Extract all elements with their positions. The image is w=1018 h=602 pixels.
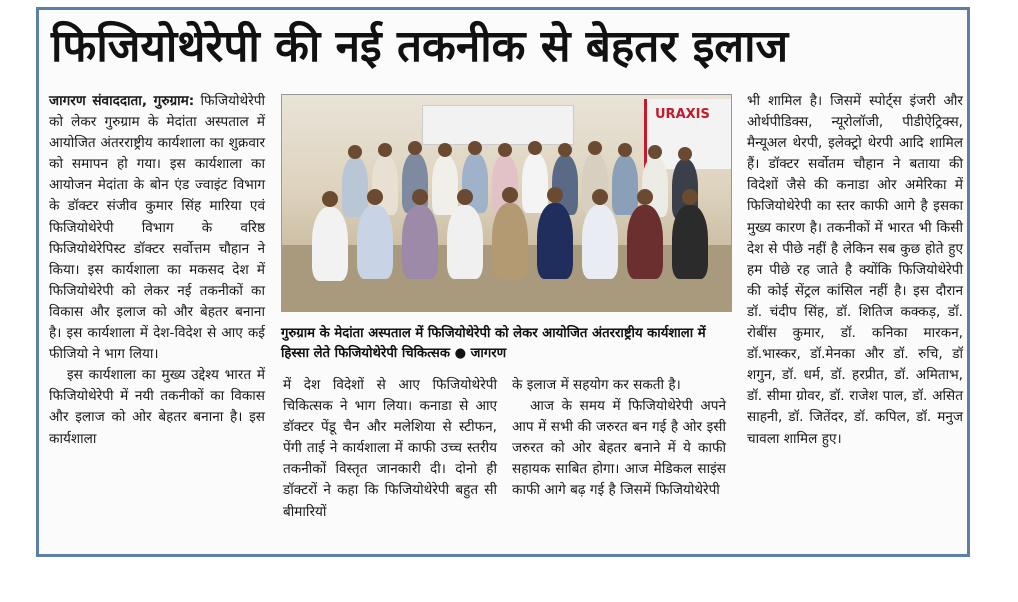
col3-para-1: के इलाज में सहयोग कर सकती है। xyxy=(512,377,681,393)
dateline: जागरण संवाददाता, गुरुग्राम: xyxy=(49,93,195,109)
attendee-head xyxy=(588,141,602,155)
col1-para-2: इस कार्यशाला का मुख्य उद्देश्य भारत में फिजियोथेरेपी में नयी तकनीकों का विकास और इलाज को ओर बेहतर बनाना है। इस कार्यशाला xyxy=(49,367,265,447)
col2-para: में देश विदेशों से आए फिजियोथेरेपी चिकित्सक ने भाग लिया। कनाडा से आए डॉक्टर पेंडू चैन और मलेशिया से स्टीफन, पेंगी ताई ने कार्यशाला में काफी उच्च स्तरीय तकनीकों विस्तृत जानकारी दी। दोनो ही डॉक्टरों ने कहा कि फिजियोथेरेपी बहुत सी बीमारियों xyxy=(283,377,497,520)
attendee-head xyxy=(648,145,662,159)
attendee-head xyxy=(678,147,692,161)
attendee xyxy=(432,155,458,215)
attendee-head xyxy=(408,141,422,155)
col1-para-1: फिजियोथेरेपी को लेकर गुरुग्राम के मेदांता अस्पताल में आयोजित अंतरराष्ट्रीय कार्यशाला का शुक्रवार को समापन हो गया। इस कार्यशाला का आयोजन मेदांता के बोन एंड ज्वाइंट विभाग के डॉक्टर संजीव कुमार सिंह मारिया एवं फिजियोथेरेपी विभाग के वरिष्ठ फिजियोथेरेपिस्ट डॉक्टर सर्वोत्तम चौहान ने किया। इस कार्यशाला का मकसद देश में फिजियोथेरेपी को लेकर नई तकनीकों का विकास और इलाज को और बेहतर बनाना है। इस कार्यशाला में देश-विदेश से आए कई फीजियो ने भाग लिया। xyxy=(49,93,266,363)
attendee-head xyxy=(498,143,512,157)
attendee xyxy=(612,155,638,215)
headline: फिजियोथेरेपी की नई तकनीक से बेहतर इलाज xyxy=(51,21,789,72)
attendee xyxy=(582,205,618,279)
attendee xyxy=(522,153,548,213)
attendee-head xyxy=(378,143,392,157)
attendee-head xyxy=(457,189,473,205)
column-3 xyxy=(512,375,726,502)
banner-text: URAXIS xyxy=(655,107,710,122)
attendee xyxy=(402,205,438,279)
attendee-head xyxy=(637,189,653,205)
attendee-head xyxy=(367,189,383,205)
attendee xyxy=(582,153,608,213)
attendee-head xyxy=(502,187,518,203)
attendee-head xyxy=(528,141,542,155)
attendee-head xyxy=(438,143,452,157)
news-clipping xyxy=(36,7,970,557)
attendee-head xyxy=(682,189,698,205)
attendee xyxy=(492,203,528,279)
column-1 xyxy=(49,91,265,450)
attendee xyxy=(402,153,428,213)
photo-caption: गुरुग्राम के मेदांता अस्पताल में फिजियोथेरेपी को लेकर आयोजित अंतरराष्ट्रीय कार्यशाला में हिस्सा लेते फिजियोथेरेपी चिकित्सक ● जागरण xyxy=(281,326,706,361)
attendee xyxy=(672,205,708,279)
attendee xyxy=(537,203,573,279)
col3-para-2: आज के समय में फिजियोथेरेपी अपने आप में सभी की जरुरत बन गई है ओर इसी जरुरत को ओर बेहतर बनाने में ये काफी सहायक साबित होगा। आज मेडिकल साइंस काफी आगे बढ़ गई है जिसमें फिजियोथेरेपी xyxy=(512,398,726,499)
column-2 xyxy=(283,375,497,523)
attendee xyxy=(342,157,368,217)
attendee-head xyxy=(468,141,482,155)
col4-para: भी शामिल है। जिसमें स्पोर्ट्स इंजरी और ओर्थपीडिक्स, न्यूरोलॉजी, पीडीऐट्रिक्स, मैन्यूअल थेरपी, इलेक्ट्रो थेरपी आदि शामिल हैं। डॉक्टर सर्वोतम चौहान ने बताया की विदेशों जैसे की कनाडा ओर अमेरिका में फिजियोथेरेपी का स्तर काफी आगे है इसका मुख्य कारण है। तकनीकों में भारत भी किसी देश से पीछे नहीं है लेकिन सब कुछ होते हुए हम पीछे रह जाते है क्योंकि फिजियोथेरेपी की कोई सेंट्रल कांसिल नहीं है। इस दौरान डॉ. चंदीप सिंह, डॉ. शितिज कक्कड़, डॉ. रोबींस कुमार, डॉ. कनिका मारकन, डॉ.भास्कर, डॉ.मेनका और डॉ. रुचि, डॉ शगुन, डॉ. धर्म, डॉ. हरप्रीत, डॉ. अमिताभ, डॉ. सीमा ग्रोवर, डॉ. राजेश पाल, डॉ. असित साहनी, डॉ. जितेंदर, डॉ. कपिल, डॉ. मनुज चावला शामिल हुए। xyxy=(747,93,963,447)
attendee-head xyxy=(322,191,338,207)
attendee xyxy=(357,205,393,279)
attendee xyxy=(627,205,663,279)
projector-screen xyxy=(422,105,574,145)
attendee xyxy=(447,205,483,279)
attendee-head xyxy=(558,143,572,157)
event-photo xyxy=(281,94,732,312)
attendee-head xyxy=(618,143,632,157)
column-4 xyxy=(747,91,963,450)
attendee xyxy=(312,207,348,281)
attendee-head xyxy=(547,187,563,203)
attendee-head xyxy=(412,189,428,205)
attendee-head xyxy=(592,189,608,205)
attendee-head xyxy=(348,145,362,159)
